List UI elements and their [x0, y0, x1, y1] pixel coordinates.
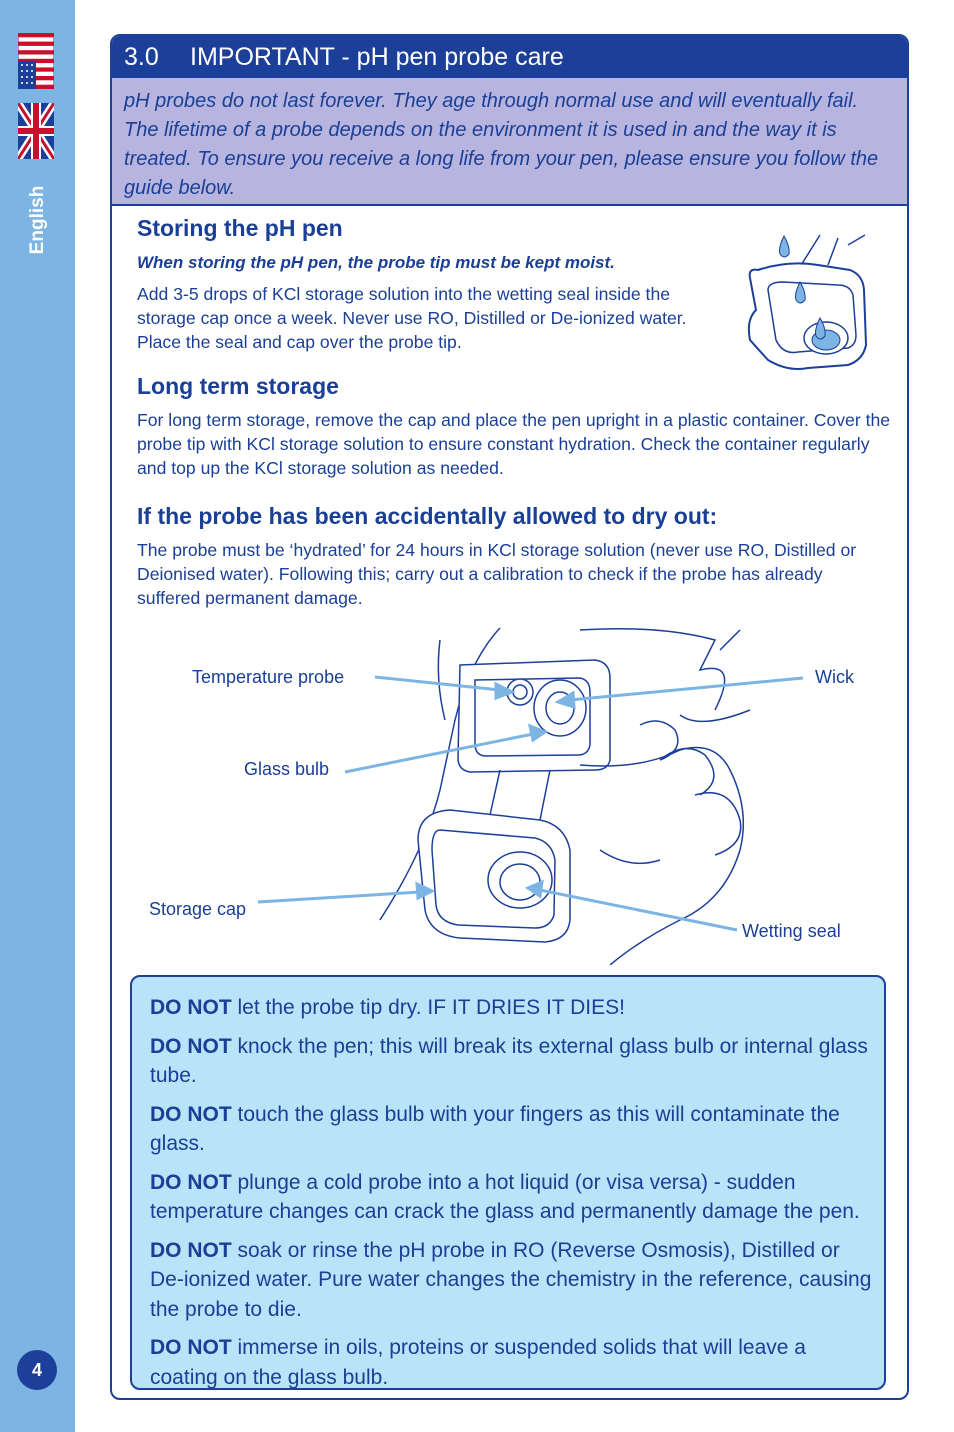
- label-storage-cap: Storage cap: [149, 899, 247, 919]
- label-temperature-probe: Temperature probe: [192, 667, 345, 687]
- dry-out-heading: If the probe has been accidentally allowed to dry out:: [137, 503, 718, 529]
- storage-cap-drops-illustration: [738, 230, 868, 385]
- storing-body: Add 3-5 drops of KCl storage solution into the wetting seal inside the storage cap once a week. Never use RO, Distilled or De-ionized water. Place the seal and cap over the probe tip.: [137, 284, 687, 352]
- dry-out-body: The probe must be ‘hydrated’ for 24 hours in KCl storage solution (never use RO, Distilled or Deionised water). Following this; carry out a calibration to check if the probe has already suffered permanent damage.: [137, 540, 857, 608]
- storing-emphasis: When storing the pH pen, the probe tip must be kept moist.: [137, 253, 615, 272]
- intro-text: pH probes do not last forever. They age through normal use and will eventually fail. The lifetime of a probe depends on the environment it is used in and the way it is treated. To ensure you receive a long life from your pen, please ensure you follow the guide below.: [112, 78, 907, 206]
- page-number: 4: [17, 1350, 57, 1390]
- storing-heading: Storing the pH pen: [137, 215, 343, 241]
- warning-item: DO NOT immerse in oils, proteins or suspended solids that will leave a coating on the glass bulb.: [150, 1336, 806, 1389]
- uk-flag-icon: [18, 103, 54, 159]
- language-label: English: [27, 185, 48, 255]
- us-flag-icon: [18, 33, 54, 89]
- long-term-heading: Long term storage: [137, 373, 339, 399]
- section-header: [112, 36, 907, 78]
- warning-item: DO NOT knock the pen; this will break its external glass bulb or internal glass tube.: [150, 1034, 868, 1087]
- label-glass-bulb: Glass bulb: [244, 759, 330, 779]
- sidebar: [0, 0, 75, 1432]
- warning-item: DO NOT soak or rinse the pH probe in RO (Reverse Osmosis), Distilled or De-ionized water. Pure water changes the chemistry in the reference, causing the probe to die.: [150, 1238, 872, 1321]
- section-title: IMPORTANT - pH pen probe care: [190, 43, 564, 71]
- warning-item: DO NOT touch the glass bulb with your fingers as this will contaminate the glass.: [150, 1102, 840, 1155]
- label-wick: Wick: [815, 667, 854, 687]
- label-wetting-seal: Wetting seal: [742, 921, 841, 941]
- long-term-body: For long term storage, remove the cap and place the pen upright in a plastic container. Cover the probe tip with KCl storage solution to ensure constant hydration. Check the container regularly and top up the KCl storage solution as needed.: [137, 410, 891, 478]
- warning-item: DO NOT let the probe tip dry. IF IT DRIES IT DIES!: [150, 996, 625, 1019]
- warning-item: DO NOT plunge a cold probe into a hot liquid (or visa versa) - sudden temperature changes can crack the glass and permanently damage the pen.: [150, 1170, 860, 1223]
- warnings-box: [130, 975, 886, 1390]
- section-number: 3.0: [124, 43, 159, 71]
